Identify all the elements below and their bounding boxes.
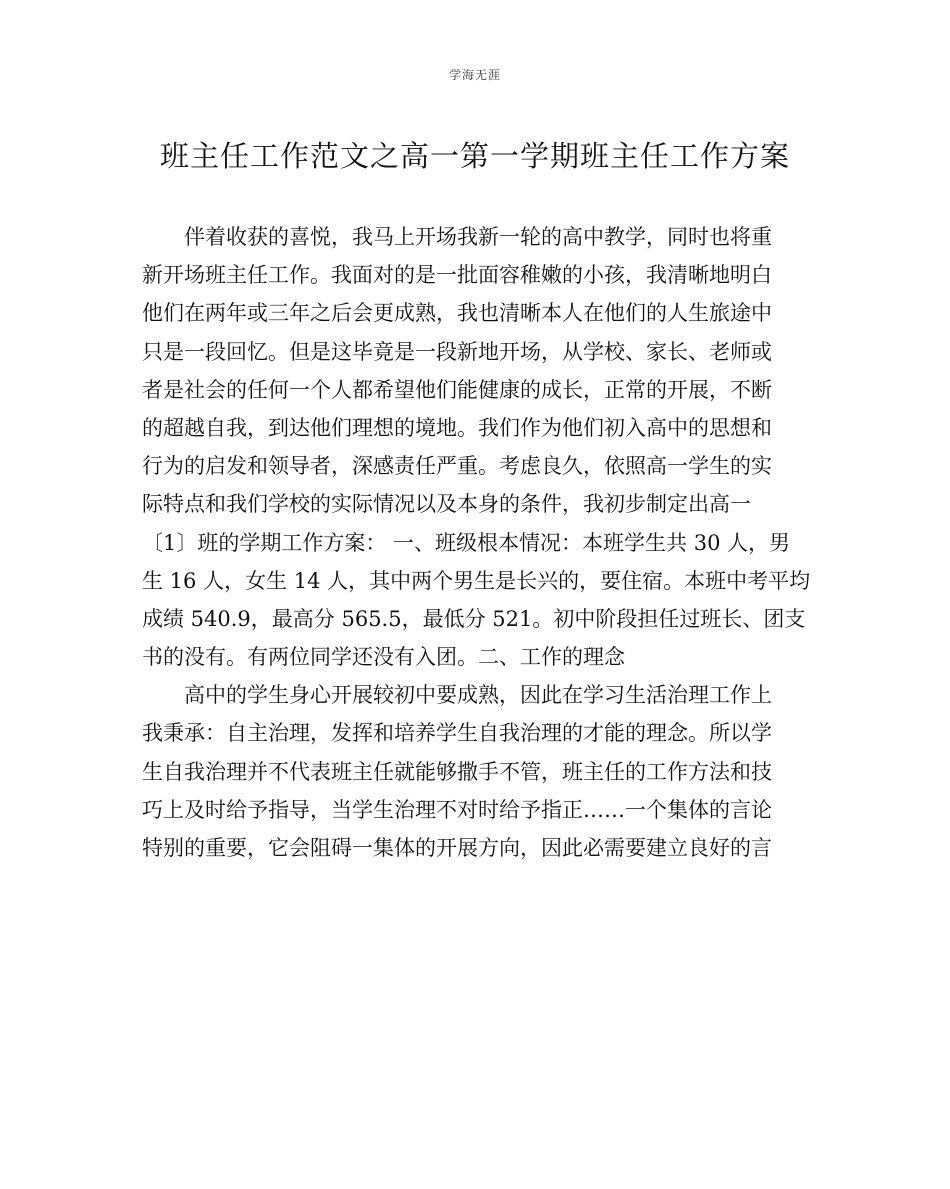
paragraph-line: 的超越自我，到达他们理想的境地。我们作为他们初入高中的思想和: [142, 415, 772, 440]
paragraph-line: 行为的启发和领导者，深感责任严重。考虑良久，依照高一学生的实: [142, 454, 772, 479]
paragraph-line: 他们在两年或三年之后会更成熟，我也清晰本人在他们的人生旅途中: [142, 301, 772, 326]
paragraph-line: 〔1〕班的学期工作方案： 一、班级根本情况：本班学生共 30 人，男: [142, 530, 791, 555]
page-header: 学海无涯: [448, 68, 501, 82]
paragraph-line: 际特点和我们学校的实际情况以及本身的条件，我初步制定出高一: [142, 492, 751, 517]
paragraph-line: 特别的重要，它会阻碍一集体的开展方向，因此必需要建立良好的言: [142, 836, 772, 860]
paragraph-line: 我秉承：自主治理，发挥和培养学生自我治理的才能的理念。所以学: [142, 721, 772, 746]
paragraph-line: 书的没有。有两位同学还没有入团。二、工作的理念: [142, 645, 625, 670]
document-body: [142, 218, 810, 867]
document-title: 班主任工作范文之高一第一学期班主任工作方案: [159, 139, 790, 173]
paragraph-line: 者是社会的任何一个人都希望他们能健康的成长，正常的开展，不断: [142, 377, 772, 402]
paragraph-line: 巧上及时给予指导，当学生治理不对时给予指正……一个集体的言论: [142, 797, 772, 822]
paragraph-line: 伴着收获的喜悦，我马上开场我新一轮的高中教学，同时也将重: [184, 225, 772, 249]
paragraph-line: 生 16 人，女生 14 人，其中两个男生是长兴的，要住宿。本班中考平均: [142, 568, 810, 593]
paragraph-line: 高中的学生身心开展较初中要成熟，因此在学习生活治理工作上: [184, 683, 772, 708]
paragraph-line: 成绩 540.9，最高分 565.5，最低分 521。初中阶段担任过班长、团支: [142, 606, 806, 631]
paragraph-line: 生自我治理并不代表班主任就能够撒手不管，班主任的工作方法和技: [142, 759, 772, 784]
paragraph-line: 新开场班主任工作。我面对的是一批面容稚嫩的小孩，我清晰地明白: [142, 263, 772, 288]
paragraph-line: 只是一段回忆。但是这毕竟是一段新地开场，从学校、家长、老师或: [142, 339, 772, 364]
